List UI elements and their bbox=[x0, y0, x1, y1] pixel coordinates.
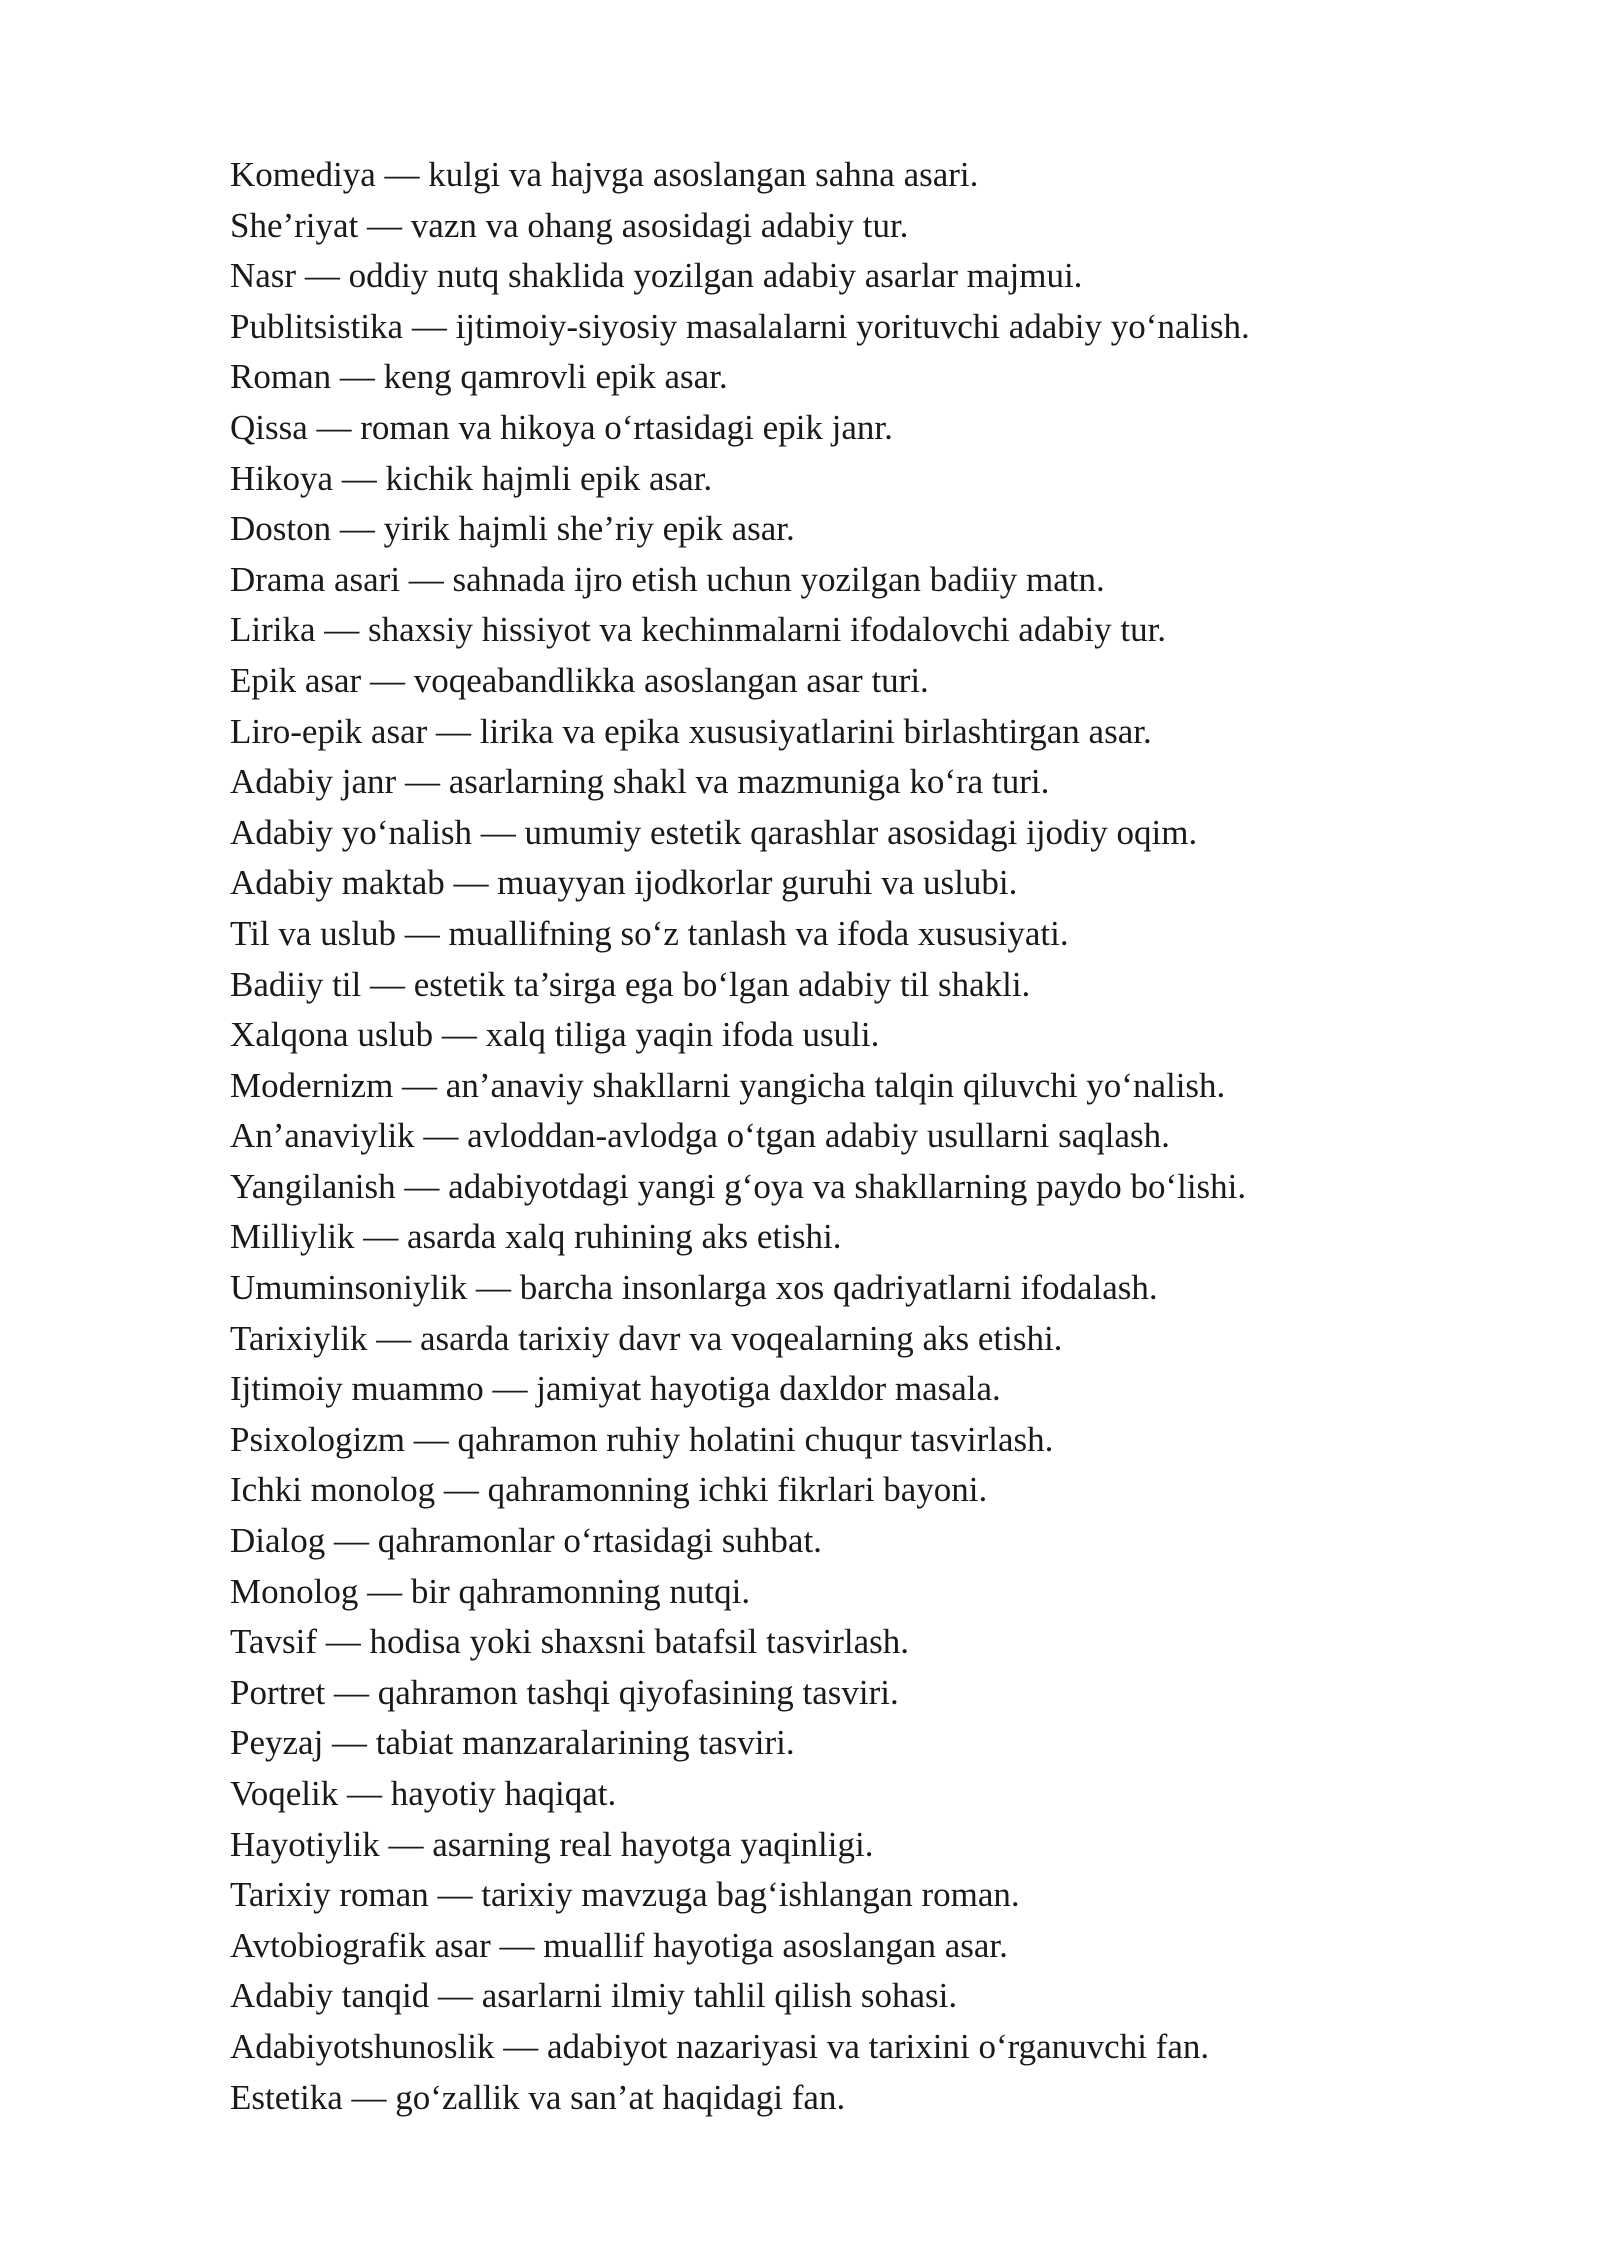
glossary-entry: Xalqona uslub — xalq tiliga yaqin ifoda usuli. bbox=[230, 1015, 880, 1055]
glossary-list bbox=[230, 150, 1530, 2123]
glossary-entry: Dialog — qahramonlar o‘rtasidagi suhbat. bbox=[230, 1521, 822, 1561]
glossary-entry: Komediya — kulgi va hajvga asoslangan sahna asari. bbox=[230, 155, 979, 194]
glossary-entry: An’anaviylik — avloddan-avlodga o‘tgan adabiy usullarni saqlash. bbox=[230, 1116, 1170, 1156]
glossary-entry: Badiiy til — estetik ta’sirga ega bo‘lgan adabiy til shakli. bbox=[230, 964, 1031, 1004]
glossary-entry: Umuminsoniylik — barcha insonlarga xos qadriyatlarni ifodalash. bbox=[230, 1268, 1158, 1308]
glossary-entry: Monolog — bir qahramonning nutqi. bbox=[230, 1571, 751, 1611]
glossary-entry: Adabiy yo‘nalish — umumiy estetik qarashlar asosidagi ijodiy oqim. bbox=[230, 812, 1198, 852]
glossary-entry: Til va uslub — muallifning so‘z tanlash va ifoda xususiyati. bbox=[230, 913, 1069, 953]
glossary-entry: Modernizm — an’anaviy shakllarni yangicha talqin qiluvchi yo‘nalish. bbox=[230, 1065, 1226, 1105]
glossary-entry: Ichki monolog — qahramonning ichki fikrlari bayoni. bbox=[230, 1470, 988, 1510]
glossary-entry: Peyzaj — tabiat manzaralarining tasviri. bbox=[230, 1723, 795, 1763]
glossary-entry: Adabiy tanqid — asarlarni ilmiy tahlil qilish sohasi. bbox=[230, 1976, 958, 2016]
glossary-entry: Psixologizm — qahramon ruhiy holatini chuqur tasvirlash. bbox=[230, 1419, 1054, 1459]
glossary-entry: Avtobiografik asar — muallif hayotiga asoslangan asar. bbox=[230, 1925, 1008, 1965]
glossary-entry: Milliylik — asarda xalq ruhining aks etishi. bbox=[230, 1217, 842, 1257]
glossary-entry: She’riyat — vazn va ohang asosidagi adabiy tur. bbox=[230, 205, 909, 245]
glossary-entry: Liro-epik asar — lirika va epika xususiyatlarini birlashtirgan asar. bbox=[230, 711, 1152, 751]
glossary-entry: Doston — yirik hajmli she’riy epik asar. bbox=[230, 509, 795, 549]
glossary-entry: Hikoya — kichik hajmli epik asar. bbox=[230, 458, 713, 498]
glossary-entry: Tarixiylik — asarda tarixiy davr va voqealarning aks etishi. bbox=[230, 1318, 1063, 1358]
glossary-entry: Tavsif — hodisa yoki shaxsni batafsil tasvirlash. bbox=[230, 1622, 909, 1662]
glossary-entry: Tarixiy roman — tarixiy mavzuga bag‘ishlangan roman. bbox=[230, 1875, 1020, 1915]
glossary-entry: Roman — keng qamrovli epik asar. bbox=[230, 357, 728, 397]
glossary-entry: Publitsistika — ijtimoiy-siyosiy masalalarni yorituvchi adabiy yo‘nalish. bbox=[230, 306, 1250, 346]
glossary-entry: Nasr — oddiy nutq shaklida yozilgan adabiy asarlar majmui. bbox=[230, 256, 1083, 296]
glossary-entry: Ijtimoiy muammo — jamiyat hayotiga daxldor masala. bbox=[230, 1369, 1001, 1409]
glossary-entry: Portret — qahramon tashqi qiyofasining tasviri. bbox=[230, 1672, 899, 1712]
glossary-entry: Adabiy maktab — muayyan ijodkorlar guruhi va uslubi. bbox=[230, 863, 1018, 903]
glossary-entry: Lirika — shaxsiy hissiyot va kechinmalarni ifodalovchi adabiy tur. bbox=[230, 610, 1167, 650]
glossary-entry: Voqelik — hayotiy haqiqat. bbox=[230, 1774, 617, 1813]
glossary-entry: Yangilanish — adabiyotdagi yangi g‘oya va shakllarning paydo bo‘lishi. bbox=[230, 1166, 1247, 1206]
glossary-entry: Epik asar — voqeabandlikka asoslangan asar turi. bbox=[230, 660, 929, 700]
glossary-entry: Estetika — go‘zallik va san’at haqidagi fan. bbox=[230, 2077, 846, 2117]
glossary-entry: Adabiy janr — asarlarning shakl va mazmuniga ko‘ra turi. bbox=[230, 762, 1050, 802]
glossary-entry: Adabiyotshunoslik — adabiyot nazariyasi va tarixini o‘rganuvchi fan. bbox=[230, 2026, 1210, 2066]
glossary-entry: Hayotiylik — asarning real hayotga yaqinligi. bbox=[230, 1824, 874, 1864]
glossary-entry: Qissa — roman va hikoya o‘rtasidagi epik janr. bbox=[230, 407, 893, 447]
glossary-entry: Drama asari — sahnada ijro etish uchun yozilgan badiiy matn. bbox=[230, 559, 1105, 599]
